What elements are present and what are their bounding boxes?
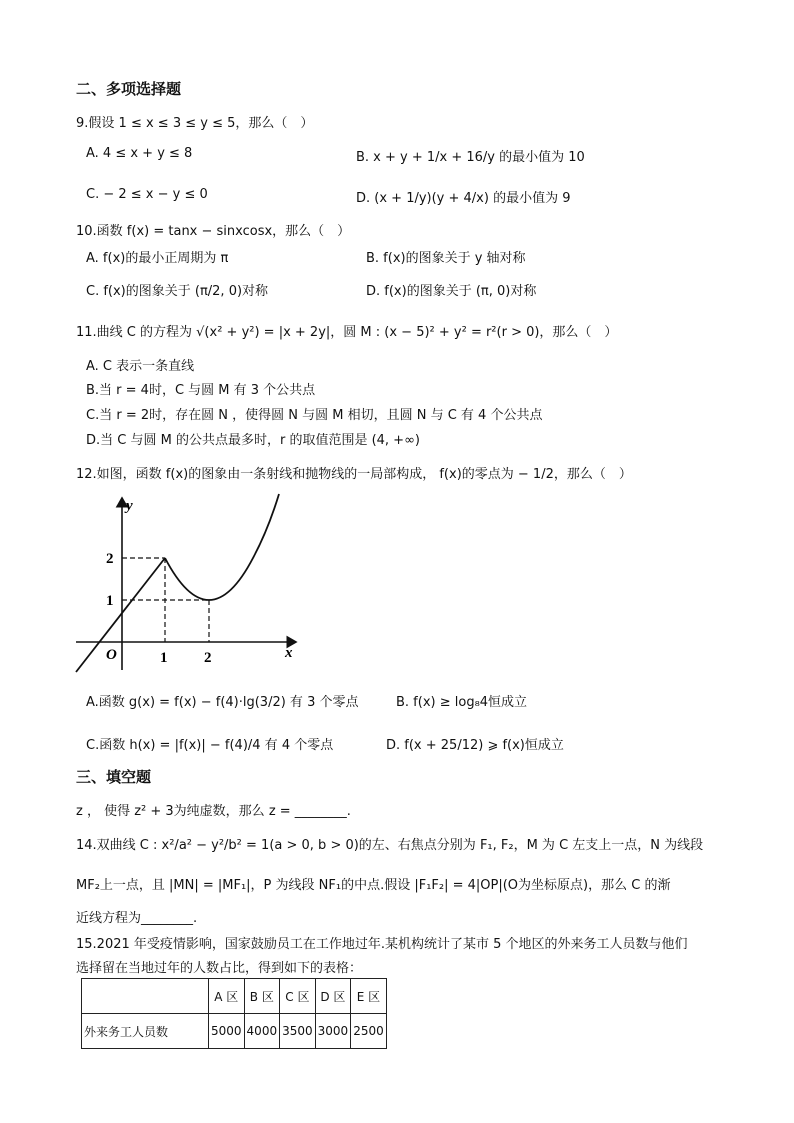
q9-option-c: C. − 2 ≤ x − y ≤ 0 xyxy=(86,187,208,202)
x-axis-label: x xyxy=(285,645,293,661)
table-cell: 3000 xyxy=(315,1014,351,1049)
table-header-cell: D 区 xyxy=(315,979,351,1014)
q14-line3: 近线方程为________. xyxy=(76,911,198,926)
data-table xyxy=(81,978,387,1049)
q11-stem: 11.曲线 C 的方程为 √(x² + y²) = |x + 2y|，圆 M : (x − 5)² + y² = r²(r > 0)，那么（ ） xyxy=(76,325,618,340)
table-cell: 4000 xyxy=(244,1014,280,1049)
table-row xyxy=(82,1014,387,1049)
q11-option-c: C.当 r = 2时，存在圆 N ，使得圆 N 与圆 M 相切，且圆 N 与 C 有 4 个公共点 xyxy=(86,408,543,423)
table-header-cell: A 区 xyxy=(209,979,245,1014)
q10-option-d: D. f(x)的图象关于 (π, 0)对称 xyxy=(366,284,537,299)
q9-stem: 9.假设 1 ≤ x ≤ 3 ≤ y ≤ 5，那么（ ） xyxy=(76,116,314,131)
q9-option-d: D. (x + 1/y)(y + 4/x) 的最小值为 9 xyxy=(356,191,571,206)
q11-option-b: B.当 r = 4时，C 与圆 M 有 3 个公共点 xyxy=(86,383,316,398)
parabola-curve xyxy=(165,494,279,600)
table-cell: 3500 xyxy=(280,1014,316,1049)
table-header-cell: E 区 xyxy=(351,979,387,1014)
ray-segment xyxy=(76,558,165,672)
function-graph xyxy=(72,492,304,674)
q9-option-a: A. 4 ≤ x + y ≤ 8 xyxy=(86,146,193,161)
q10-option-a: A. f(x)的最小正周期为 π xyxy=(86,251,229,266)
q12-option-b: B. f(x) ≥ log₈4恒成立 xyxy=(396,695,528,710)
q13-stem: z ， 使得 z² + 3为纯虚数，那么 z = ________. xyxy=(76,804,351,819)
y-axis-label: y xyxy=(126,498,133,514)
q12-option-c: C.函数 h(x) = |f(x)| − f(4)/4 有 4 个零点 xyxy=(86,738,334,753)
q15-line1: 15.2021 年受疫情影响，国家鼓励员工在工作地过年.某机构统计了某市 5 个地区的外来务工人员数与他们 xyxy=(76,937,688,952)
q12-option-a: A.函数 g(x) = f(x) − f(4)·lg(3/2) 有 3 个零点 xyxy=(86,695,359,710)
q11-option-a: A. C 表示一条直线 xyxy=(86,359,195,374)
q10-stem: 10.函数 f(x) = tanx − sinxcosx，那么（ ） xyxy=(76,224,351,239)
x-tick-2: 2 xyxy=(204,650,212,666)
q15-line2: 选择留在当地过年的人数占比，得到如下的表格： xyxy=(76,961,363,976)
q10-option-b: B. f(x)的图象关于 y 轴对称 xyxy=(366,251,526,266)
q9-option-b: B. x + y + 1/x + 16/y 的最小值为 10 xyxy=(356,150,585,165)
table-cell: 5000 xyxy=(209,1014,245,1049)
q12-option-d: D. f(x + 25/12) ⩾ f(x)恒成立 xyxy=(386,738,564,753)
table-header-row xyxy=(82,979,387,1014)
section-title-multiple-choice: 二、多项选择题 xyxy=(76,80,182,98)
table-cell: 2500 xyxy=(351,1014,387,1049)
section-title-fill-blank: 三、填空题 xyxy=(76,768,152,786)
table-header-cell: C 区 xyxy=(280,979,316,1014)
q10-option-c: C. f(x)的图象关于 (π/2, 0)对称 xyxy=(86,284,269,299)
y-tick-2: 2 xyxy=(106,551,114,567)
x-tick-1: 1 xyxy=(160,650,168,666)
q14-line1: 14.双曲线 C : x²/a² − y²/b² = 1(a > 0, b > 0)的左、右焦点分别为 F₁, F₂，M 为 C 左支上一点，N 为线段 xyxy=(76,838,704,853)
y-tick-1: 1 xyxy=(106,593,114,609)
q12-stem: 12.如图，函数 f(x)的图象由一条射线和抛物线的一局部构成， f(x)的零点为 − 1/2，那么（ ） xyxy=(76,467,632,482)
table-row-label: 外来务工人员数 xyxy=(82,1014,209,1049)
q14-line2: MF₂上一点，且 |MN| = |MF₁|，P 为线段 NF₁的中点.假设 |F₁F₂| = 4|OP|(O为坐标原点)，那么 C 的渐 xyxy=(76,878,671,893)
origin-label: O xyxy=(106,647,117,663)
table-header-cell: B 区 xyxy=(244,979,280,1014)
q11-option-d: D.当 C 与圆 M 的公共点最多时，r 的取值范围是 (4, +∞) xyxy=(86,433,420,448)
table-header-cell xyxy=(82,979,209,1014)
